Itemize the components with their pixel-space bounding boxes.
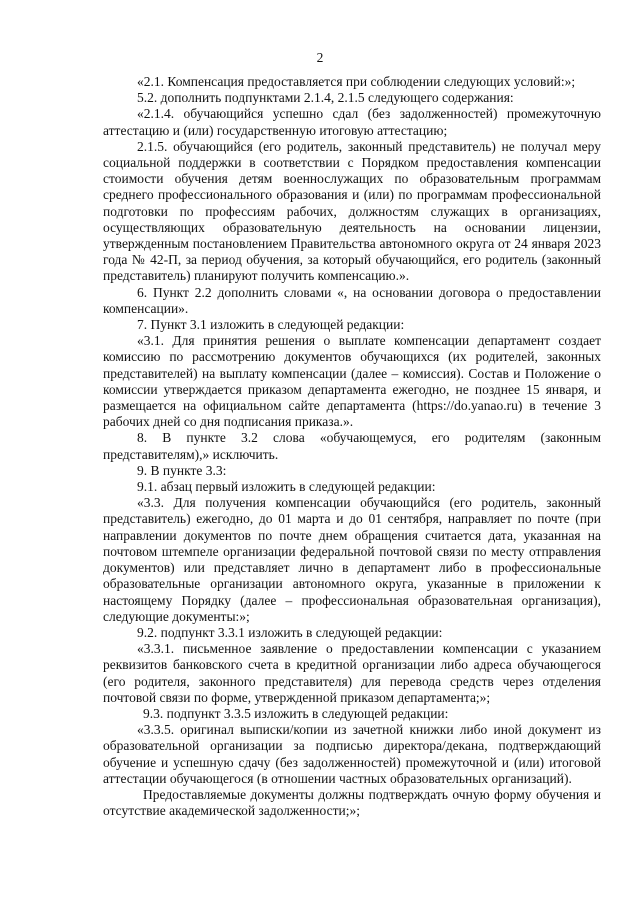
- paragraph-item-9-3: 9.3. подпункт 3.3.5 изложить в следующей редакции:: [143, 705, 449, 721]
- paragraph-clause-2-1-5: 2.1.5. обучающийся (его родитель, законный представитель) не получал меру социальной поддержки в соответствии с Порядком предоставления компенсации стоимости обучения детям военнослужащих по образовательным программам среднего профессионального образования и (или) по программам профессиональной подготовки по профессиям рабочих, должностям служащих в организациях, осуществляющих образовательную деятельность на основании лицензии, утвержденным постановлением Правительства автономного округа от 24 января 2023 года № 42-П, за период обучения, за который обучающийся, его родитель (законный представитель) планируют получить компенсацию.».: [103, 138, 601, 284]
- paragraph-item-8: 8. В пункте 3.2 слова «обучающемуся, его родителям (законным представителям),» исключить.: [103, 430, 601, 462]
- paragraph-clause-3-1: «3.1. Для принятия решения о выплате компенсации департамент создает комиссию по рассмотрению документов обучающихся (их родителей, законных представителей) на выплату компенсации (далее – комиссия). Состав и Положение о комиссии утверждается приказом департамента ежегодно, не позднее 15 января, и размещается на официальном сайте департамента (https://do.yanao.ru) в течение 3 рабочих дней со дня подписания приказа.».: [103, 333, 601, 430]
- document-body: [103, 74, 601, 819]
- paragraph-clause-2-1-4: «2.1.4. обучающийся успешно сдал (без задолженностей) промежуточную аттестацию и (или) государственную итоговую аттестацию;: [103, 106, 601, 138]
- paragraph-item-5-2: 5.2. дополнить подпунктами 2.1.4, 2.1.5 следующего содержания:: [137, 90, 514, 106]
- paragraph-clause-3-3-5: «3.3.5. оригинал выписки/копии из зачетной книжки либо иной документ из образовательной организации за подписью директора/декана, подтверждающий обучение и успешную сдачу (без задолженностей) промежуточной и (или) итоговой аттестации обучающегося (в отношении частных образовательных организаций).: [103, 722, 601, 786]
- paragraph-item-9: 9. В пункте 3.3:: [137, 462, 227, 478]
- paragraph-item-6: 6. Пункт 2.2 дополнить словами «, на основании договора о предоставлении компенсации».: [103, 284, 601, 316]
- paragraph-clause-2-1: «2.1. Компенсация предоставляется при соблюдении следующих условий:»;: [137, 74, 576, 89]
- paragraph-item-7: 7. Пункт 3.1 изложить в следующей редакции:: [137, 317, 405, 333]
- paragraph-clause-3-3-1: «3.3.1. письменное заявление о предоставлении компенсации с указанием реквизитов банковского счета в кредитной организации либо адреса обучающегося (его родителя, законного представителя) для перевода средств через отделения почтовой связи по форме, утвержденной приказом департамента;»;: [103, 641, 601, 705]
- paragraph-item-9-1: 9.1. абзац первый изложить в следующей редакции:: [137, 479, 436, 495]
- page-number: 2: [316, 50, 324, 65]
- paragraph-clause-3-3: «3.3. Для получения компенсации обучающийся (его родитель, законный представитель) ежегодно, до 01 марта и до 01 сентября, направляет по почте (при направлении документов по почте днем обращения считается дата, указанная на почтовом штемпеле организации федеральной почтовой связи по месту отправления документов) или представляет лично в департамент либо в профессиональные образовательные организации автономного округа, указанные в приложении к настоящему Порядку (далее – профессиональная образовательная организация), следующие документы:»;: [103, 495, 601, 624]
- paragraph-documents-requirement: Предоставляемые документы должны подтверждать очную форму обучения и отсутствие академической задолженности;»;: [103, 786, 601, 819]
- paragraph-item-9-2: 9.2. подпункт 3.3.1 изложить в следующей редакции:: [137, 624, 443, 640]
